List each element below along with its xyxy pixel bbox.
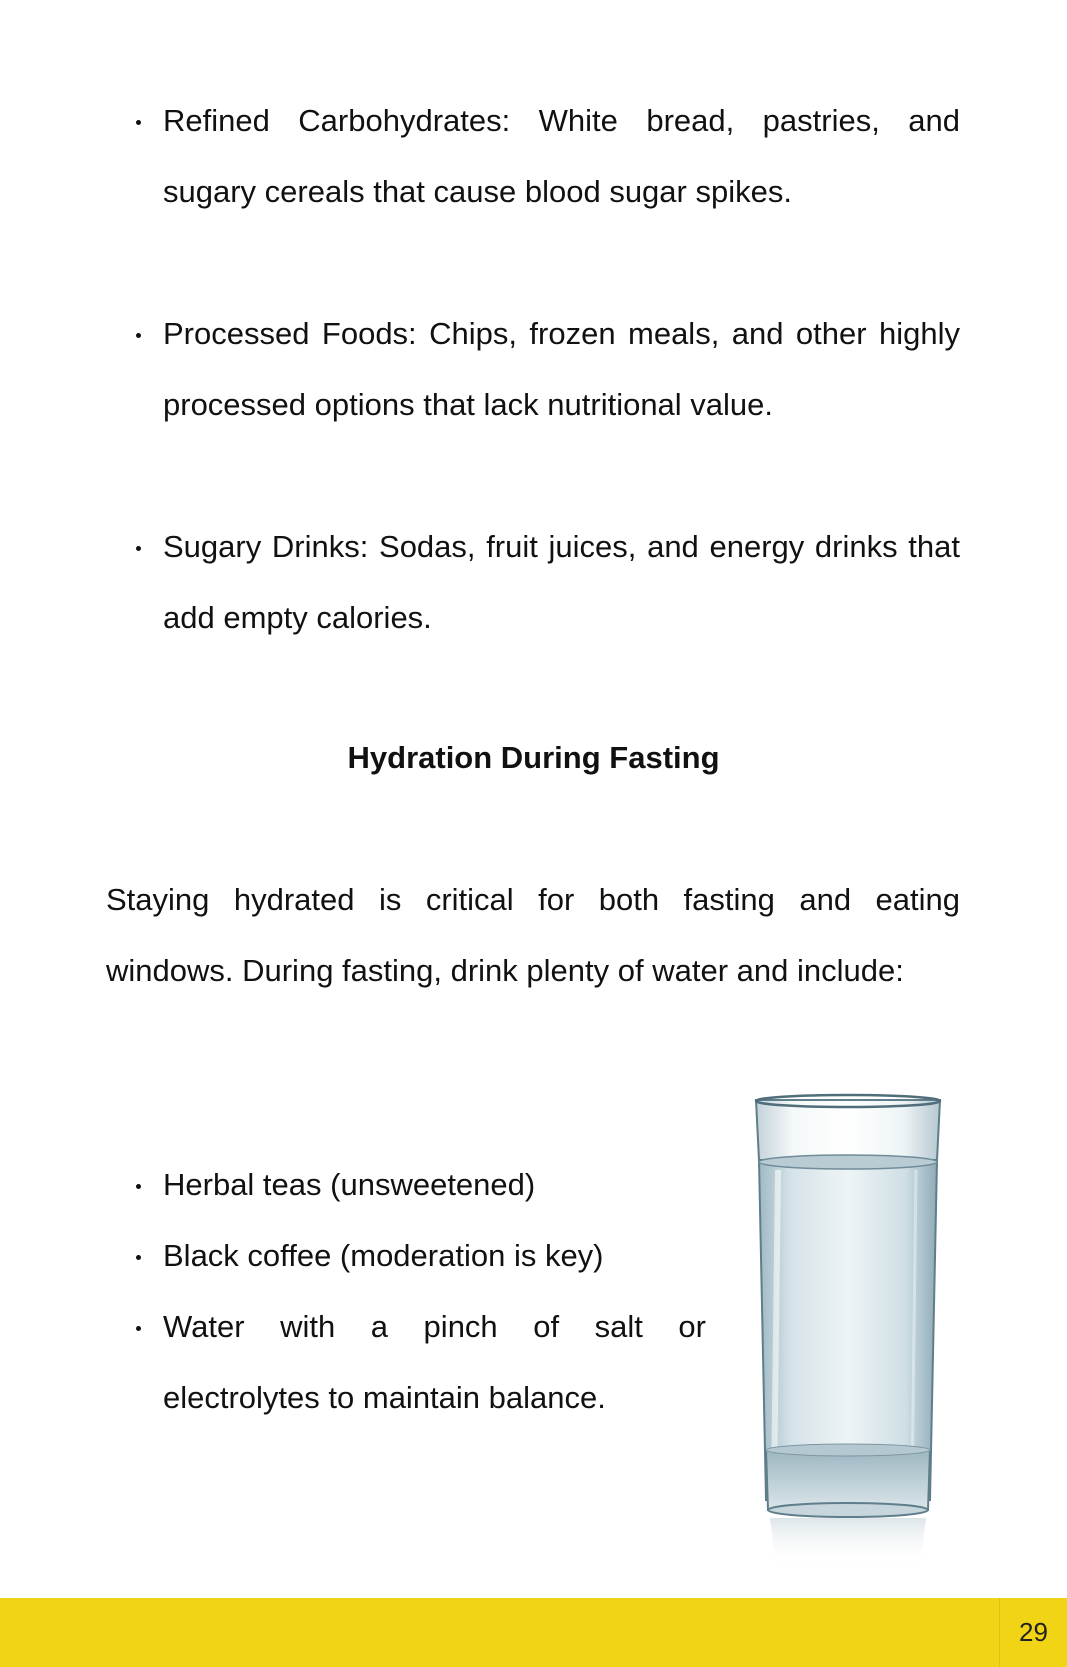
list-item: Processed Foods: Chips, frozen meals, and other highly processed options that lack nutritional value. [106,298,960,440]
glass-of-water-icon [748,1090,948,1570]
section-heading: Hydration During Fasting [347,740,720,775]
list-item: Water with a pinch of salt or electrolytes to maintain balance. [106,1291,706,1433]
list-item: Sugary Drinks: Sodas, fruit juices, and energy drinks that add empty calories. [106,511,960,653]
intro-paragraph: Staying hydrated is critical for both fasting and eating windows. During fasting, drink plenty of water and include: [106,882,960,988]
hydration-list [106,1149,706,1433]
footer-bar [0,1598,1067,1667]
page-number: 29 [999,1598,1067,1667]
foods-to-avoid-list [106,85,960,653]
list-item: Refined Carbohydrates: White bread, pastries, and sugary cereals that cause blood sugar spikes. [106,85,960,227]
list-item: Black coffee (moderation is key) [106,1220,706,1291]
list-item: Herbal teas (unsweetened) [106,1149,706,1220]
